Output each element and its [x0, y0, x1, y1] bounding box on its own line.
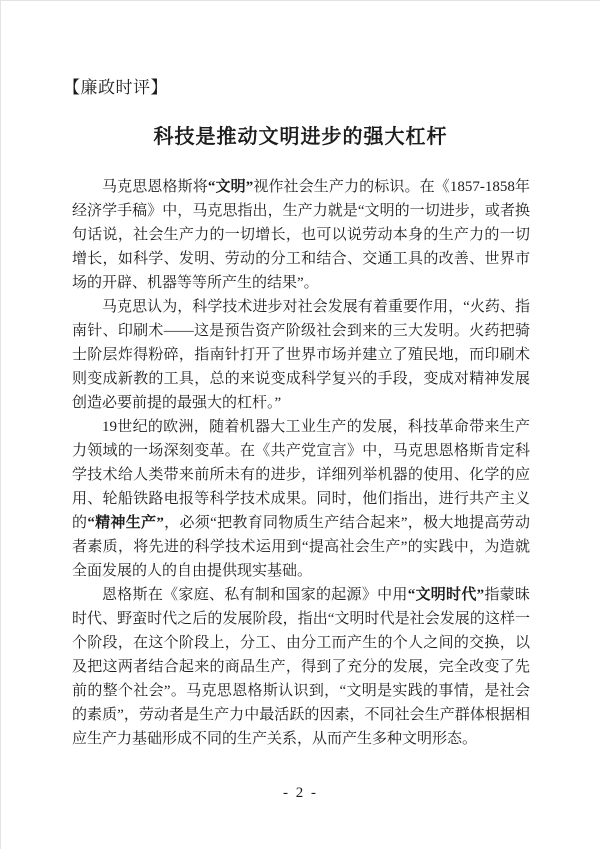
text-run: 马克思恩格斯将 — [102, 179, 208, 195]
paragraph — [72, 295, 530, 415]
emphasized-term: “精神生产” — [87, 515, 164, 531]
page-title: 科技是推动文明进步的强大杠杆 — [153, 126, 448, 148]
category-label: 【廉政时评】 — [63, 78, 168, 97]
emphasized-term: “文明时代” — [407, 587, 485, 603]
text-run: ，必须“把教育同物质生产结合起来”，极大地提高劳动者素质，将先进的科学技术运用到“提高社会生产”的实践中，为造就全面发展的人的自由提供现实基础。 — [72, 515, 530, 579]
page-number: - 2 - — [283, 785, 318, 801]
paragraph — [72, 583, 530, 751]
text-run: 指蒙昧时代、野蛮时代之后的发展阶段，指出“文明时代是社会发展的这样一个阶段，在这个阶段上，分工、由分工而产生的个人之间的交换，以及把这两者结合起来的商品生产，得到了充分的发展，完全改变了先前的整个社会”。马克思恩格斯认识到，“文明是实践的事情，是社会的素质”，劳动者是生产力中最活跃的因素，不同社会生产群体根据相应生产力基础形成不同的生产关系，从而产生多种文明形态。 — [72, 587, 530, 747]
paragraph — [72, 175, 530, 295]
text-run: 19世纪的欧洲，随着机器大工业生产的发展，科技革命带来生产力领域的一场深刻变革。在《共产党宣言》中，马克思恩格斯肯定科学技术给人类带来前所未有的进步，详细列举机器的使用、化学的应用、轮船铁路电报等科学技术成果。同时，他们指出，进行共产主义的 — [72, 419, 530, 531]
emphasized-term: “文明” — [207, 179, 254, 195]
document-body — [72, 175, 530, 751]
text-run: 马克思认为，科学技术进步对社会发展有着重要作用，“火药、指南针、印刷术——这是预告资产阶级社会到来的三大发明。火药把骑士阶层炸得粉碎，指南针打开了世界市场并建立了殖民地，而印刷术则变成新教的工具，总的来说变成科学复兴的手段，变成对精神发展创造必要前提的最强大的杠杆。” — [72, 299, 530, 411]
text-run: 恩格斯在《家庭、私有制和国家的起源》中用 — [102, 587, 408, 603]
paragraph — [72, 415, 530, 583]
text-run: 视作社会生产力的标识。在《1857-1858年经济学手稿》中，马克思指出，生产力就是“文明的一切进步，或者换句话说，社会生产力的一切增长，也可以说劳动本身的生产力的一切增长，如科学、发明、劳动的分工和结合、交通工具的改善、世界市场的开辟、机器等等所产生的结果”。 — [72, 179, 530, 291]
